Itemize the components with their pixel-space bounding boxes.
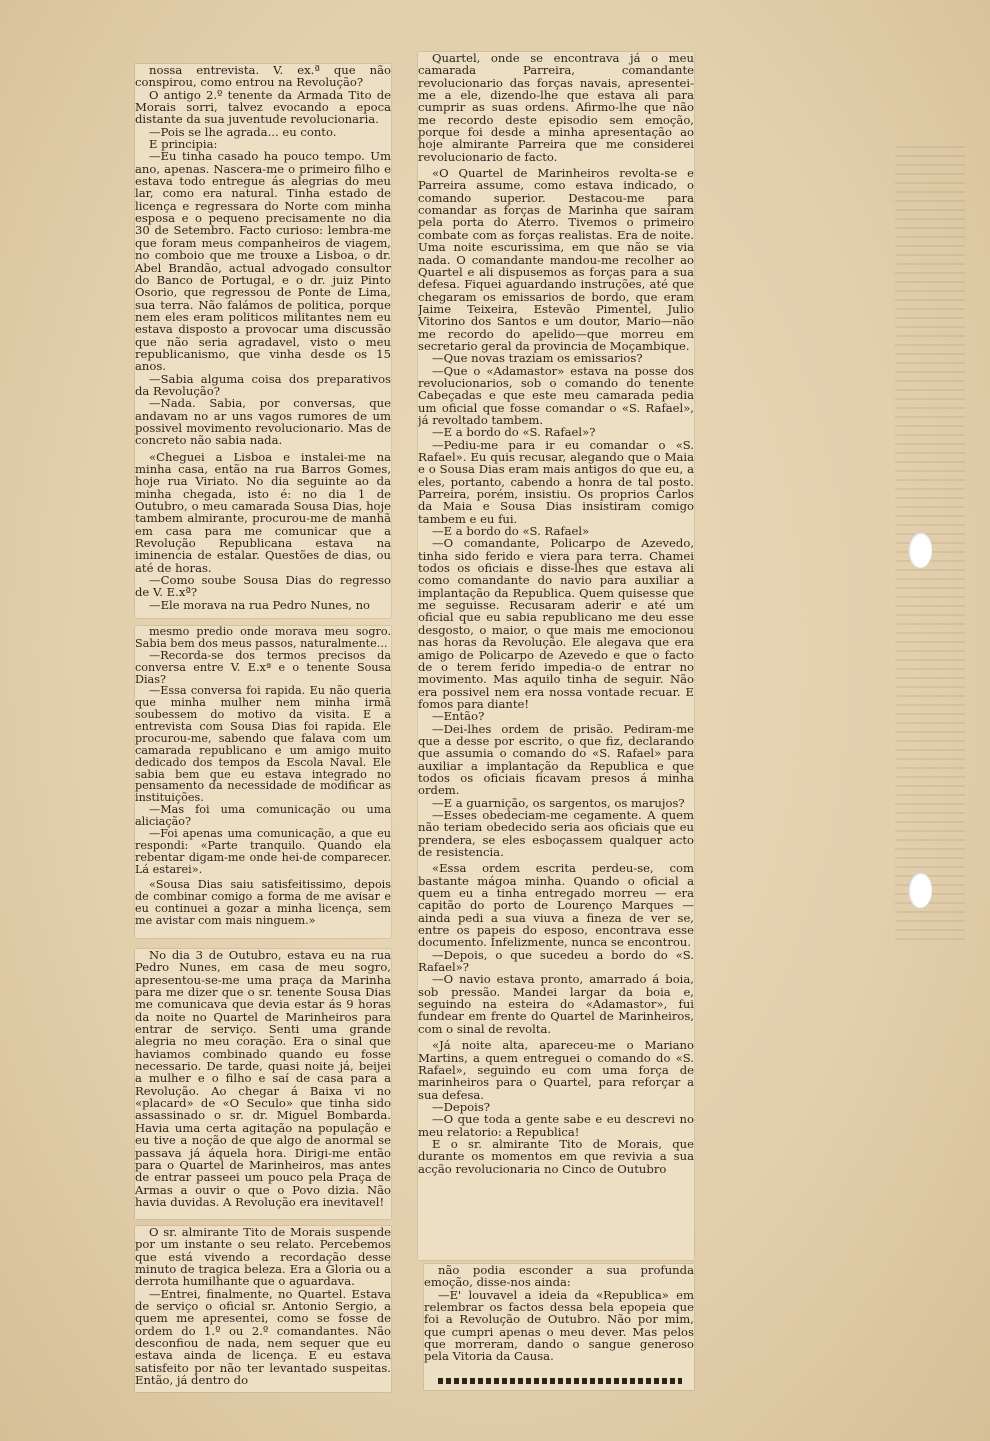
paragraph: —O que toda a gente sabe e eu descrevi no meu relatorio: a Republica!: [418, 1112, 694, 1139]
paragraph: —Que o «Adamastor» estava na posse dos revolucionarios, sob o comando do tenente Cabeçadas e que este meu camarada pedia um oficial que fosse comandar o «S. Rafael», já revoltado tambem.: [418, 363, 694, 427]
paragraph: nossa entrevista. V. ex.ª que não conspirou, como entrou na Revolução?: [135, 64, 391, 90]
clipping-left-mid-2: [135, 949, 391, 1219]
paragraph: «Sousa Dias saiu satisfeitissimo, depois de combinar comigo a forma de me avisar e eu continuei a gozar a minha licença, sem me avistar com mais ninguem.»: [135, 878, 391, 927]
decorative-border-strip: [438, 1378, 682, 1384]
clipping-paragraphs: [135, 1226, 391, 1386]
paragraph: —Dei-lhes ordem de prisão. Pediram-me que a desse por escrito, o que fiz, declarando que assumia o comando do «S. Rafael» para auxiliar a implantação da Republica e que todos os oficiais ficavam presos á minha ordem.: [418, 721, 694, 798]
paragraph: —Depois, o que sucedeu a bordo do «S. Rafael»?: [418, 947, 694, 975]
paragraph: —Recorda-se dos termos precisos da conversa entre V. E.xª e o tenente Sousa Dias?: [135, 648, 391, 686]
paragraph: —Depois?: [432, 1099, 491, 1114]
paragraph: —Que novas traziam os emissarios?: [432, 351, 643, 366]
paragraph: —Mas foi uma comunicação ou uma aliciação?: [135, 803, 391, 828]
paragraph: —Pois se lhe agrada... eu conto.: [149, 124, 337, 139]
clipping-paragraphs: [424, 1264, 694, 1363]
paragraph: —Esses obedeciam-me cegamente. A quem não teriam obedecido seria aos oficiais que eu prendera, se eles esboçassem qualquer acto de resistencia.: [418, 807, 694, 859]
clipping-paragraphs: [135, 64, 391, 611]
paragraph: —Como soube Sousa Dias do regresso de V. E.xª?: [135, 573, 391, 600]
clipping-left-top: [135, 64, 391, 618]
clipping-left-mid-1: [135, 626, 391, 938]
clipping-left-bottom: [135, 1226, 391, 1392]
paragraph: O antigo 2.º tenente da Armada Tito de Morais sorri, talvez evocando a epoca distante da sua juventude revolucionaria.: [135, 87, 391, 127]
paragraph: não podia esconder a sua profunda emoção, disse-nos ainda:: [424, 1264, 694, 1290]
paragraph: —E a guarnição, os sargentos, os marujos?: [432, 795, 685, 810]
paragraph: «Já noite alta, apareceu-me o Mariano Martins, a quem entreguei o comando do «S. Rafael», seguindo eu com uma força de marinheiros para o Quartel, para reforçar a sua defesa.: [418, 1038, 694, 1102]
paragraph: —O comandante, Policarpo de Azevedo, tinha sido ferido e viera para terra. Chamei todos os oficiais e disse-lhes que estava ali como comandante do navio para auxiliar a implantação da Republica. Quem quisesse que me seguisse. Recusaram aderir e até um oficial que eu sabia republicano me deu esse desgosto, o maior, o que mais me emocionou nas horas da Revolução. Ele alegava que era amigo de Policarpo de Azevedo e que o facto de o terem ferido impedia-o de entrar no movimento. Mas aquilo tinha de seguir. Não era possivel nem era nossa vontade recuar. E fomos para diante!: [418, 536, 694, 711]
clipping-paragraphs: [135, 949, 391, 1208]
paragraph: «Cheguei a Lisboa e instalei-me na minha casa, então na rua Barros Gomes, hoje rua Viriato. No dia seguinte ao da minha chegada, isto é: no dia 1 de Outubro, o meu camarada Sousa Dias, hoje tambem almirante, procurou-me de manhã em casa para me comunicar que a Revolução Republicana estava na iminencia de estalar. Questões de dias, ou até de horas.: [135, 449, 391, 575]
paragraph: —Pediu-me para ir eu comandar o «S. Rafael». Eu quis recusar, alegando que o Maia e o Sousa Dias eram mais antigos do que eu, a eles, portanto, cabendo a honra de tal posto. Parreira, porém, insistiu. Os proprios Carlos da Maia e Sousa Dias insistiram comigo tambem e eu fui.: [418, 437, 694, 526]
paragraph: —Então?: [432, 709, 485, 724]
clipping-right-top: [418, 52, 694, 1260]
paragraph: No dia 3 de Outubro, estava eu na rua Pedro Nunes, em casa de meu sogro, apresentou-se-me uma praça da Marinha para me dizer que o sr. tenente Sousa Dias me comunicava que devia estar ás 9 horas da noite no Quartel de Marinheiros para entrar de serviço. Senti uma grande alegria no meu coração. Era o sinal que haviamos combinado quando eu fosse necessario. De tarde, quasi noite já, beijei a mulher e o filho e saí de casa para a Revolução. Ao chegar á Baixa vi no «placard» de «O Seculo» que tinha sido assassinado o sr. dr. Miguel Bombarda. Havia uma certa agitação na população e eu tive a noção de que algo de anormal se passava já áquela hora. Dirigi-me então para o Quartel de Marinheiros, mas antes de entrar passeei um pouco pela Praça de Armas a ouvir o que o Povo dizia. Não havia duvidas. A Revolução era inevitavel!: [135, 949, 391, 1209]
paragraph: —Ele morava na rua Pedro Nunes, no: [149, 597, 371, 612]
paragraph: —Entrei, finalmente, no Quartel. Estava de serviço o oficial sr. Antonio Sergio, a quem me apresentei, como se fosse de ordem do 1.º ou 2.º comandantes. Não desconfiou de nada, nem sequer que eu estava ainda de licença. E eu estava satisfeito por não ter levantado suspeitas. Então, já dentro do: [135, 1286, 391, 1388]
paragraph: —E a bordo do «S. Rafael»?: [432, 425, 596, 440]
paragraph: —Essa conversa foi rapida. Eu não queria que minha mulher nem minha irmã soubessem do motivo da visita. E a entrevista com Sousa Dias foi rapida. Ele procurou-me, sabendo que falava com um camarada republicano e um amigo muito dedicado dos tempos da Escola Naval. Ele sabia bem que eu estava integrado no pensamento da necessidade de modificar as instituições.: [135, 684, 391, 805]
punch-hole-top: [908, 532, 932, 568]
clipping-right-bottom: [424, 1264, 694, 1390]
punch-hole-bottom: [908, 872, 932, 908]
paragraph: —E' louvavel a ideia da «Republica» em relembrar os factos dessa bela epopeia que foi a Revolução de Outubro. Não por mim, que cumpri apenas o meu dever. Mas pelos que morreram, dando o sangue generoso pela Vitoria da Causa.: [424, 1287, 694, 1364]
paragraph: O sr. almirante Tito de Morais suspende por um instante o seu relato. Percebemos que está vivendo a recordação desse minuto de tragica beleza. Era a Gloria ou a derrota humilhante que o aguardava.: [135, 1226, 391, 1289]
paragraph: «O Quartel de Marinheiros revolta-se e Parreira assume, como estava indicado, o comando superior. Destacou-me para comandar as forças de Marinha que saíram pela porta do Aterro. Tivemos o primeiro combate com as forças realistas. Era de noite. Uma noite escurissima, em que não se via nada. O comandante mandou-me recolher ao Quartel e ali dispusemos as forças para a sua defesa. Fiquei aguardando instruções, até que chegaram os emissarios de bordo, que eram Jaime Teixeira, Estevão Pimentel, Julio Vitorino dos Santos e um doutor, Mario—não me recordo do apelido—que morreu em secretario geral da provincia de Moçambique.: [418, 166, 694, 353]
paragraph: —O navio estava pronto, amarrado á boia, sob pressão. Mandei largar da boia e, seguindo na esteira do «Adamastor», fui fundear em frente do Quartel de Marinheiros, com o sinal de revolta.: [418, 972, 694, 1036]
clipping-paragraphs: [135, 626, 391, 927]
paragraph: Quartel, onde se encontrava já o meu camarada Parreira, comandante revolucionario das forças navais, apresentei-me a ele, dizendo-lhe que estava ali para cumprir as suas ordens. Afirmo-lhe que não me recordo deste episodio sem emoção, porque foi desde a minha apresentação ao hoje almirante Parreira que me considerei revolucionario de facto.: [418, 52, 694, 164]
paragraph: —Nada. Sabia, por conversas, que andavam no ar uns vagos rumores de um possivel movimento revolucionario. Mas de concreto não sabia nada.: [135, 396, 391, 448]
paragraph: «Essa ordem escrita perdeu-se, com bastante mágoa minha. Quando o oficial a quem eu a tinha entregado morreu — era capitão do porto de Lourenço Marques — ainda pedi a sua viuva a fineza de ver se, entre os papeis do esposo, encontrava esse documento. Infelizmente, nunca se encontrou.: [418, 861, 694, 950]
paragraph: —Sabia alguma coisa dos preparativos da Revolução?: [135, 371, 391, 398]
paragraph: —E a bordo do «S. Rafael»: [432, 524, 590, 539]
paragraph: E principia:: [149, 137, 218, 152]
paragraph: E o sr. almirante Tito de Morais, que durante os momentos em que revivia a sua acção revolucionaria no Cinco de Outubro: [418, 1136, 694, 1176]
clipping-paragraphs: [418, 52, 694, 1175]
paragraph: —Eu tinha casado ha pouco tempo. Um ano, apenas. Nascera-me o primeiro filho e estava todo entregue ás alegrias do meu lar, como era natural. Tinha estado de licença e regressara do Norte com minha esposa e o pequeno precisamente no dia 30 de Setembro. Facto curioso: lembra-me que foram meus companheiros de viagem, no comboio que me trouxe a Lisboa, o dr. Abel Brandão, actual advogado consultor do Banco de Portugal, e o dr. juiz Pinto Osorio, que regressou de Ponte de Lima, sua terra. Não falámos de politica, porque nem eles eram politicos militantes nem eu estava disposto a provocar uma discussão que não seria agradavel, visto o meu republicanismo, que vinha desde os 15 anos.: [135, 149, 391, 374]
paragraph: —Foi apenas uma comunicação, a que eu respondi: «Parte tranquilo. Quando ela rebentar digam-me onde hei-de comparecer. Lá estarei».: [135, 826, 391, 876]
paragraph: mesmo predio onde morava meu sogro. Sabia bem dos meus passos, naturalmente...: [135, 626, 391, 650]
